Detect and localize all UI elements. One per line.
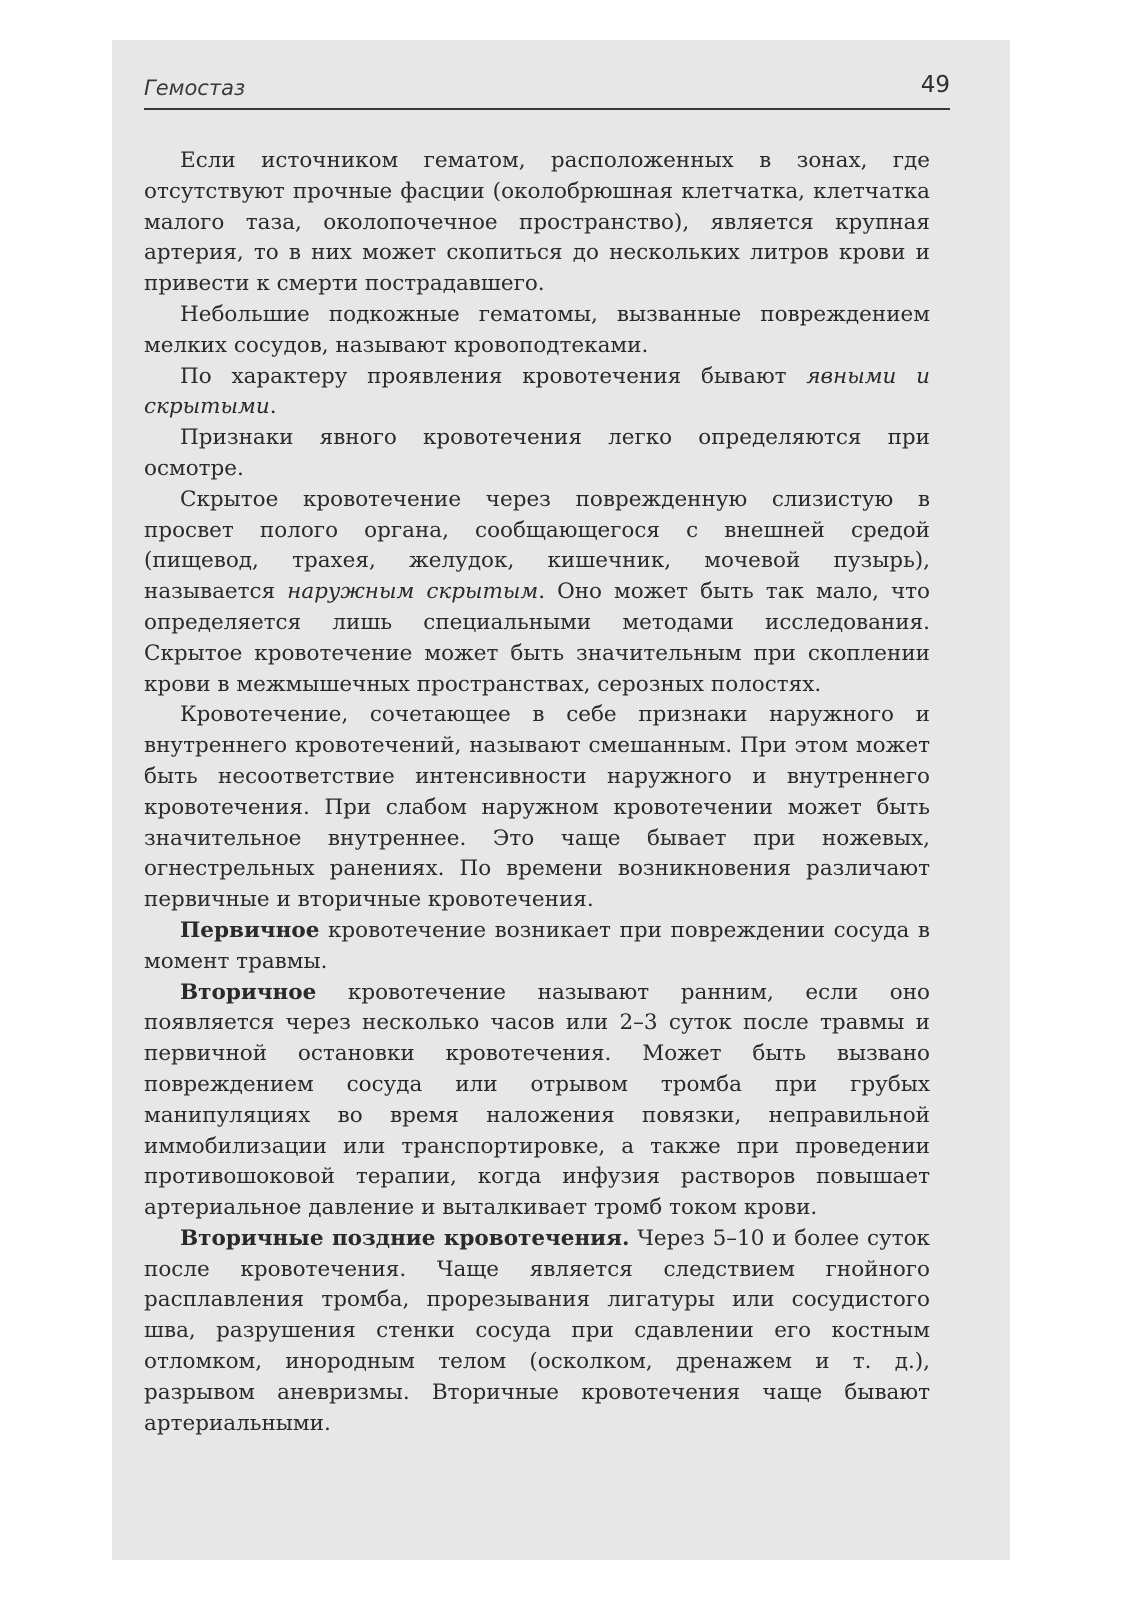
running-header xyxy=(144,72,950,112)
paragraph-secondary-bleeding xyxy=(144,978,930,1224)
section-title: Гемостаз xyxy=(144,76,246,100)
paragraph-overt-bleeding: Признаки явного кровотечения легко определяются при осмотре. xyxy=(144,425,930,481)
page-number: 49 xyxy=(920,72,950,98)
paragraph-text: Через 5–10 и более суток после кровотечения. Чаще является следствием гнойного расплавления тромба, прорезывания лигатуры или сосудистого шва, разрушения стенки сосуда при сдавлении его костным отломком, инородным телом (осколком, дренажем и т. д.), разрывом аневризмы. Вторичные кровотечения чаще бывают артериальными. xyxy=(144,1225,930,1436)
paragraph-primary-bleeding xyxy=(144,916,930,978)
paragraph-late-secondary-bleeding xyxy=(144,1224,930,1440)
body-text xyxy=(144,146,930,1439)
paragraph-text: Скрытое кровотечение через поврежденную слизистую в просвет полого органа, сообщающегося с внешней средой (пищевод, трахея, желудок, кишечник, мочевой пузырь), называется xyxy=(144,486,930,605)
paragraph-mixed-bleeding: Кровотечение, сочетающее в себе признаки наружного и внутреннего кровотечений, называют смешанным. При этом может быть несоответствие интенсивности наружного и внутреннего кровотечения. При слабом наружном кровотечении может быть значительное внутреннее. Это чаще бывает при ножевых, огнестрельных ранениях. По времени возникновения различают первичные и вторичные кровотечения. xyxy=(144,702,930,913)
italic-term: явными и скрытыми xyxy=(144,363,931,420)
header-rule xyxy=(144,108,950,110)
paragraph-text: . xyxy=(269,394,277,420)
bold-term: Вторичное xyxy=(180,979,317,1005)
paragraph-bleeding-manifestation xyxy=(144,362,930,424)
bold-term: Вторичные поздние кровотечения. xyxy=(180,1225,630,1251)
paragraph-text: По характеру проявления кровотечения бывают xyxy=(180,363,807,389)
paragraph-hidden-bleeding xyxy=(144,485,930,701)
paragraph-text: кровотечение возникает при повреждении сосуда в момент травмы. xyxy=(144,917,930,974)
paragraph-text: . Оно может быть так мало, что определяется лишь специальными методами исследования. Скрытое кровотечение может быть значительным при скоплении крови в межмышечных пространствах, серозных полостях. xyxy=(144,579,930,697)
paragraph-bruises: Небольшие подкожные гематомы, вызванные повреждением мелких сосудов, называют кровоподтеками. xyxy=(144,301,930,358)
paragraph-text: кровотечение называют ранним, если оно появляется через несколько часов или 2–3 суток после травмы и первичной остановки кровотечения. Может быть вызвано повреждением сосуда или отрывом тромба при грубых манипуляциях во время наложения повязки, неправильной иммобилизации или транспортировке, а также при проведении противошоковой терапии, когда инфузия растворов повышает артериальное давление и выталкивает тромб током крови. xyxy=(144,979,930,1221)
italic-term: наружным скрытым xyxy=(287,579,539,605)
paragraph-hematoma-sources: Если источником гематом, расположенных в зонах, где отсутствуют прочные фасции (околобрюшная клетчатка, клетчатка малого таза, околопочечное пространство), является крупная артерия, то в них может скопиться до нескольких литров крови и привести к смерти пострадавшего. xyxy=(144,148,930,297)
bold-term: Первичное xyxy=(180,917,320,943)
